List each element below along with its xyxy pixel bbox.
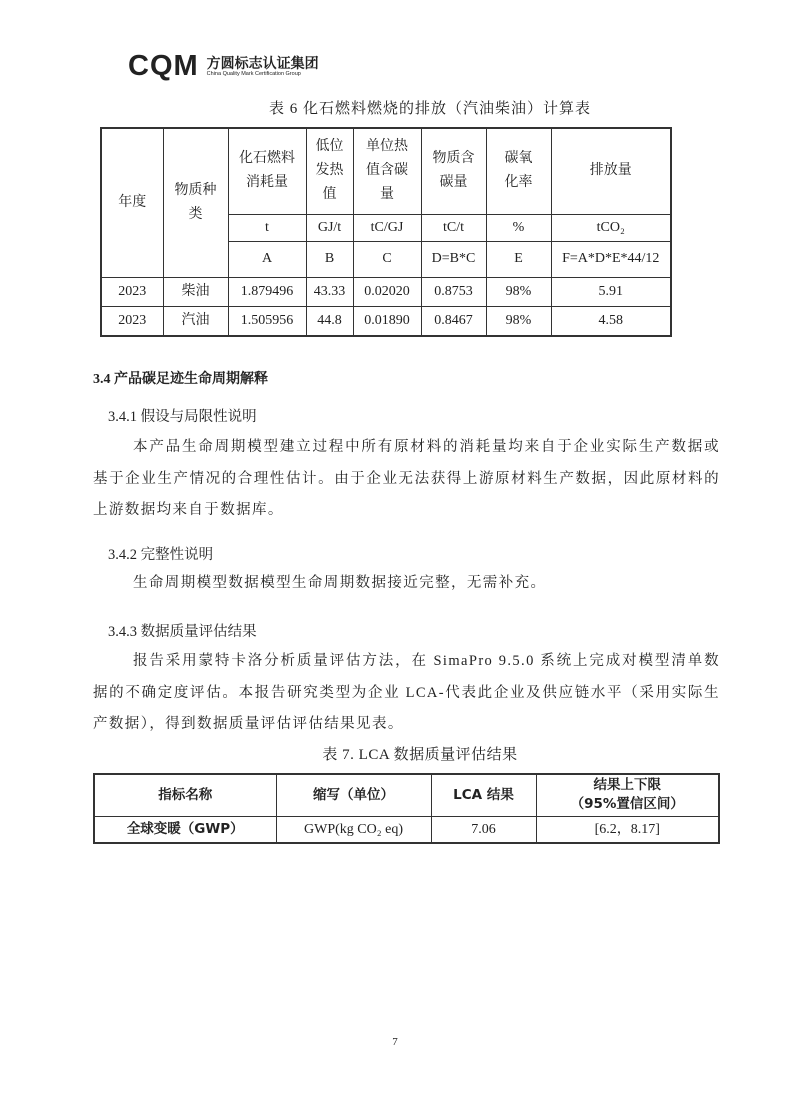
cell: 7.06: [431, 816, 536, 843]
cell: 0.01890: [353, 306, 421, 336]
header-bounds-line2: （95%置信区间）: [570, 796, 684, 813]
cell: 汽油: [163, 306, 228, 336]
cell: 43.33: [306, 277, 353, 306]
cell: [6.2，8.17]: [536, 816, 719, 843]
header-bounds-line1: 结果上下限: [593, 777, 661, 794]
subsection-3-4-2-title: 3.4.2 完整性说明: [108, 547, 214, 563]
header-substance: 物质种类: [163, 128, 228, 277]
subsection-3-4-3-text: 报告采用蒙特卡洛分析质量评估方法，在 SimaPro 9.5.0 系统上完成对模型清单数据的不确定度评估。本报告研究类型为企业 LCA-代表此企业及供应链水平（采用实际生产数据），得到数据质量评估评估结果见表。: [93, 653, 720, 732]
subsection-3-4-2-text: 生命周期模型数据模型生命周期数据接近完整，无需补充。: [133, 575, 547, 591]
header-consumption: 化石燃料消耗量: [228, 128, 306, 214]
cell: 0.8753: [421, 277, 486, 306]
cell: 全球变暖（GWP）: [94, 816, 276, 843]
header-carbon-per-heat: 单位热值含碳量: [353, 128, 421, 214]
cell: 1.879496: [228, 277, 306, 306]
formula-cell: B: [306, 241, 353, 277]
cell: 4.58: [551, 306, 671, 336]
unit-cell: tC/t: [421, 214, 486, 241]
header-carbon-content: 物质含碳量: [421, 128, 486, 214]
logo-mark: CQM: [128, 50, 199, 82]
cell: 柴油: [163, 277, 228, 306]
header-year: 年度: [101, 128, 163, 277]
formula-cell: A: [228, 241, 306, 277]
org-name-en: China Quality Mark Certification Group: [206, 70, 301, 77]
formula-cell: C: [353, 241, 421, 277]
table6-caption: 表 6 化石燃料燃烧的排放（汽油柴油）计算表: [268, 101, 591, 117]
header-lca-result: LCA 结果: [431, 774, 536, 816]
unit-cell: tCO₂: [551, 214, 671, 241]
org-name-cn: 方圆标志认证集团: [206, 54, 319, 71]
unit-cell: tC/GJ: [353, 214, 421, 241]
cell: 0.02020: [353, 277, 421, 306]
subsection-3-4-1-title: 3.4.1 假设与局限性说明: [108, 409, 257, 425]
unit-cell: t: [228, 214, 306, 241]
cell: 1.505956: [228, 306, 306, 336]
cell: 5.91: [551, 277, 671, 306]
header-indicator: 指标名称: [94, 774, 276, 816]
cell: 98%: [486, 277, 551, 306]
subsection-3-4-1-text: 本产品生命周期模型建立过程中所有原材料的消耗量均来自于企业实际生产数据或基于企业生产情况的合理性估计。由于企业无法获得上游原材料生产数据，因此原材料的上游数据均来自于数据库。: [93, 439, 720, 518]
subsection-3-4-3-title: 3.4.3 数据质量评估结果: [108, 624, 257, 640]
page-number: 7: [392, 1036, 398, 1048]
lca-quality-table: [93, 773, 720, 844]
formula-cell: E: [486, 241, 551, 277]
cell: 44.8: [306, 306, 353, 336]
header-emission: 排放量: [551, 128, 671, 214]
header-ncv: 低位发热值: [306, 128, 353, 214]
table-row: [101, 277, 671, 306]
fossil-fuel-emission-table: [100, 127, 672, 337]
cell: 0.8467: [421, 306, 486, 336]
header-oxidation-rate: 碳氧化率: [486, 128, 551, 214]
header-bounds: [536, 774, 719, 816]
cqm-logo: [128, 50, 319, 83]
table7-caption: 表 7. LCA 数据质量评估结果: [322, 747, 518, 763]
cell: 2023: [101, 277, 163, 306]
section-heading: 3.4 产品碳足迹生命周期解释: [93, 372, 268, 387]
table-row: [101, 306, 671, 336]
cell: 98%: [486, 306, 551, 336]
header-abbreviation: 缩写（单位）: [276, 774, 431, 816]
formula-cell: D=B*C: [421, 241, 486, 277]
cell: GWP(kg CO₂ eq): [276, 816, 431, 843]
formula-cell: F=A*D*E*44/12: [551, 241, 671, 277]
cell: 2023: [101, 306, 163, 336]
table-row: [94, 816, 719, 843]
unit-cell: %: [486, 214, 551, 241]
unit-cell: GJ/t: [306, 214, 353, 241]
